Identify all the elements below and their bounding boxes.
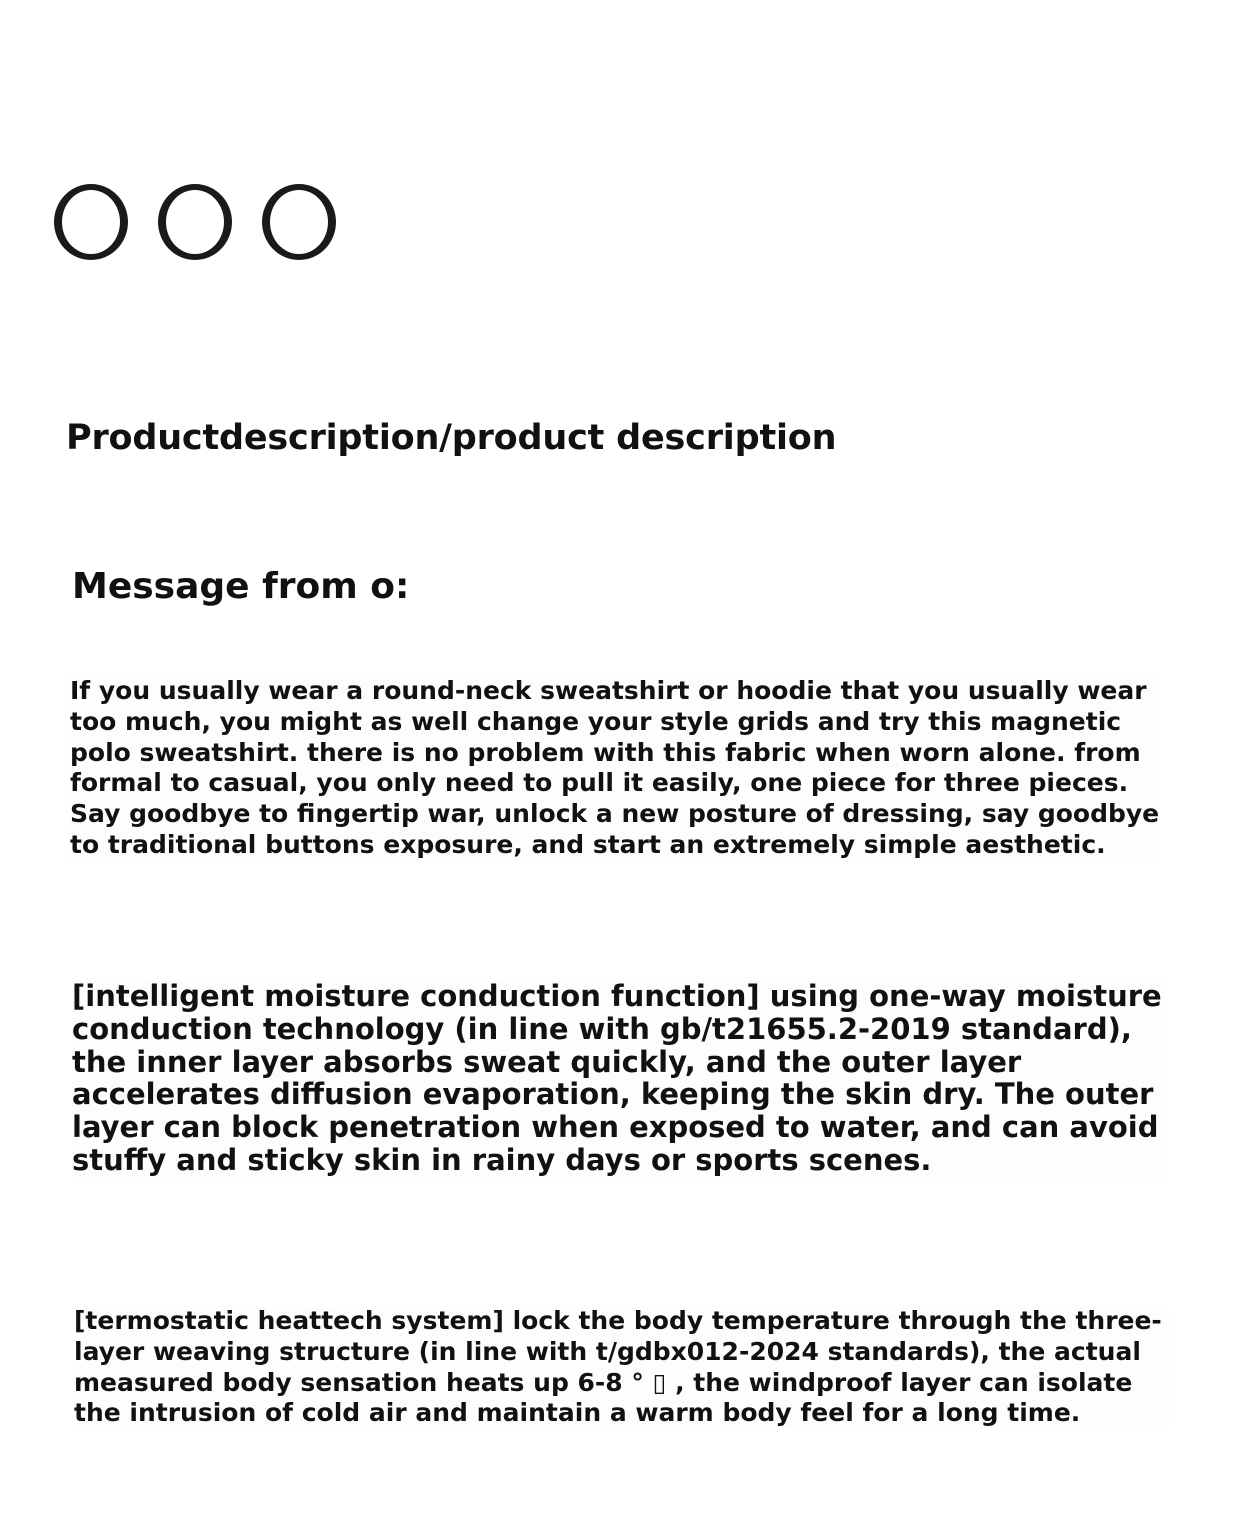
logo-ring-1 [54, 184, 128, 260]
product-description-heading: Productdescription/product description [66, 418, 837, 458]
message-heading: Message from o: [72, 566, 410, 607]
brand-logo [54, 178, 336, 264]
thermostatic-system-paragraph: [termostatic heattech system] lock the body temperature through the three-layer weaving structure (in line with t/gdbx012-2024 standards), the actual measured body sensation heats up 6-8 ° ▯ , the windproof layer can isolate the intrusion of cold air and maintain a warm body feel for a long time. [74, 1306, 1169, 1429]
moisture-conduction-paragraph: [intelligent moisture conduction function] using one-way moisture conduction technology (in line with gb/t21655.2-2019 standard), the inner layer absorbs sweat quickly, and the outer layer accelerates diffusion evaporation, keeping the skin dry. The outer layer can block penetration when exposed to water, and can avoid stuffy and sticky skin in rainy days or sports scenes. [72, 980, 1167, 1177]
logo-ring-2 [158, 184, 232, 260]
logo-ring-3 [262, 184, 336, 260]
intro-paragraph: If you usually wear a round-neck sweatshirt or hoodie that you usually wear too much, you might as well change your style grids and try this magnetic polo sweatshirt. there is no problem with this fabric when worn alone. from formal to casual, you only need to pull it easily, one piece for three pieces. Say goodbye to fingertip war, unlock a new posture of dressing, say goodbye to traditional buttons exposure, and start an extremely simple aesthetic. [70, 676, 1160, 859]
